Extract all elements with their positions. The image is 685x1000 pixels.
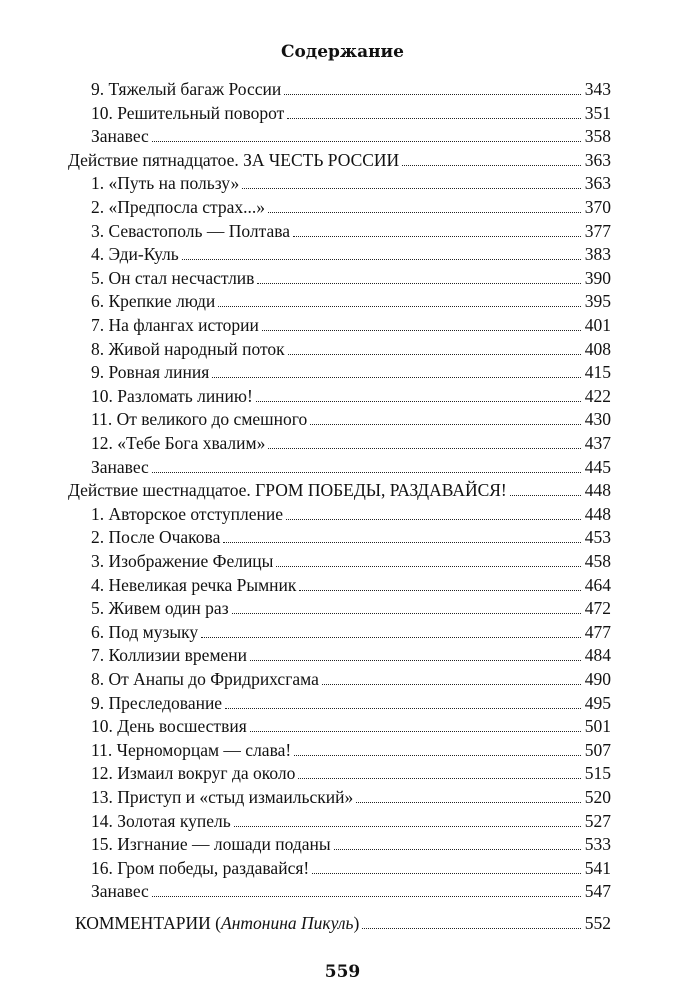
- toc-entry-commentary: [75, 910, 611, 934]
- commentary-label: КОММЕНТАРИИ (: [75, 913, 221, 933]
- toc-entry: [91, 336, 611, 360]
- dot-leader: [212, 377, 581, 378]
- toc-entry-page: 484: [584, 645, 611, 666]
- toc-entry-title: 9. Преследование: [91, 692, 223, 713]
- toc-entry: [91, 642, 611, 666]
- toc-entry: [91, 194, 611, 218]
- toc-entry: [91, 501, 611, 525]
- toc-entry-title: 5. Он стал несчастлив: [91, 267, 255, 288]
- toc-entry: [91, 524, 611, 548]
- dot-leader: [310, 424, 581, 425]
- toc-entry-title: 6. Под музыку: [91, 621, 199, 642]
- toc-entry-page: 370: [584, 197, 611, 217]
- toc-entry-title: Занавес: [91, 881, 149, 902]
- toc-entry-title: 8. От Анапы до Фридрихсгама: [91, 669, 319, 689]
- toc-entry-page: 358: [584, 126, 611, 147]
- toc-entry: [91, 430, 611, 454]
- toc-entry-page: 415: [584, 362, 611, 383]
- toc-entry-title: 12. Измаил вокруг да около: [91, 763, 296, 784]
- dot-leader: [152, 472, 581, 473]
- toc-entry: [91, 666, 611, 690]
- dot-leader: [262, 330, 581, 331]
- toc-entry-title: 7. На флангах истории: [91, 315, 259, 335]
- toc-entry-title: 9. Тяжелый багаж России: [91, 79, 282, 99]
- toc-entry-page: 458: [584, 551, 611, 571]
- toc-entry: [91, 218, 611, 242]
- toc-entry-title: 10. День восшествия: [91, 716, 247, 737]
- dot-leader: [225, 708, 581, 709]
- toc-entry-title: 15. Изгнание — лошади поданы: [91, 834, 331, 855]
- dot-leader: [242, 188, 581, 189]
- toc-entry: [91, 878, 611, 902]
- toc-entry-page: 448: [584, 480, 611, 501]
- toc-entry-page: 363: [584, 149, 611, 170]
- toc-entry-title: 9. Ровная линия: [91, 362, 210, 383]
- toc-entry-page: 547: [584, 881, 611, 902]
- toc-entry-page: 552: [584, 913, 611, 933]
- toc-entry-page: 477: [584, 621, 611, 642]
- toc-entry-title: 5. Живем один раз: [91, 598, 229, 619]
- toc-entry-page: 351: [584, 102, 611, 123]
- dot-leader: [232, 613, 581, 614]
- toc-entry: [91, 595, 611, 619]
- toc-entry-title: 7. Коллизии времени: [91, 645, 248, 666]
- dot-leader: [152, 896, 581, 897]
- toc-entry: [91, 288, 611, 312]
- toc-entry-page: 448: [584, 503, 611, 524]
- dot-leader: [268, 212, 581, 213]
- dot-leader: [286, 519, 581, 520]
- toc-entry-title: 6. Крепкие люди: [91, 291, 216, 312]
- dot-leader: [298, 778, 580, 779]
- toc-entry-title: 2. «Предпосла страх...»: [91, 197, 266, 217]
- toc-entry: [91, 406, 611, 430]
- toc-entry: [91, 713, 611, 737]
- toc-entry-title: 14. Золотая купель: [91, 810, 231, 831]
- dot-leader: [152, 141, 581, 142]
- toc-entry: [91, 737, 611, 761]
- toc-entry-page: 401: [584, 315, 611, 335]
- toc-entry: [91, 690, 611, 714]
- toc-entry-page: 430: [584, 409, 611, 430]
- toc-entry-page: 533: [584, 834, 611, 855]
- page-number: 559: [324, 962, 361, 982]
- toc-entry-title: 8. Живой народный поток: [91, 338, 285, 359]
- toc-entry-page: 507: [584, 739, 611, 760]
- dot-leader: [250, 731, 581, 732]
- toc-entry-title: 2. После Очакова: [91, 527, 221, 548]
- toc-entry: [91, 855, 611, 879]
- toc-entry-page: 472: [584, 598, 611, 619]
- toc-entry: [91, 359, 611, 383]
- dot-leader: [288, 354, 581, 355]
- toc-entry: [91, 170, 611, 194]
- toc-entry-title: 3. Севастополь — Полтава: [91, 220, 291, 241]
- toc-entry: [91, 454, 611, 478]
- toc-entry: [91, 619, 611, 643]
- toc-entry: [91, 548, 611, 572]
- dot-leader: [276, 566, 580, 567]
- dot-leader: [402, 165, 581, 166]
- commentary-author: Антонина Пикуль: [221, 913, 354, 933]
- toc-entry-title: Действие шестнадцатое. ГРОМ ПОБЕДЫ, РАЗДАВАЙСЯ!: [68, 480, 507, 501]
- toc-entry: [91, 784, 611, 808]
- dot-leader: [293, 236, 581, 237]
- toc-entry-title: 16. Гром победы, раздавайся!: [91, 857, 310, 878]
- dot-leader: [256, 401, 581, 402]
- page-title: Содержание: [281, 42, 404, 62]
- toc-entry: [91, 123, 611, 147]
- toc-entry: [91, 241, 611, 265]
- toc-entry-title: Занавес: [91, 456, 149, 477]
- toc-entry-page: 408: [584, 338, 611, 359]
- toc-entry-page: 437: [584, 433, 611, 453]
- toc-entry-title: 11. Черноморцам — слава!: [91, 739, 292, 760]
- commentary-close: ): [353, 913, 360, 933]
- dot-leader: [182, 259, 581, 260]
- toc-entry-title: 11. От великого до смешного: [91, 409, 308, 430]
- toc-entry-page: 520: [584, 787, 611, 807]
- toc-entry: [91, 383, 611, 407]
- toc-entry-page: 390: [584, 267, 611, 288]
- toc-entry-page: 515: [584, 763, 611, 784]
- toc-entry-page: 383: [584, 244, 611, 265]
- toc-entry: [91, 572, 611, 596]
- toc-entry: [91, 831, 611, 855]
- toc-entry-title: 13. Приступ и «стыд измаильский»: [91, 787, 354, 807]
- toc-entry: [91, 808, 611, 832]
- dot-leader: [322, 684, 581, 685]
- toc-entry-title: Занавес: [91, 126, 149, 147]
- toc-entry-title: 12. «Тебе Бога хвалим»: [91, 433, 266, 453]
- toc-entry: [91, 100, 611, 124]
- toc-entry-page: 495: [584, 692, 611, 713]
- toc-entry-page: 445: [584, 456, 611, 477]
- toc-entry: [91, 312, 611, 336]
- toc-entry-title: 1. «Путь на пользу»: [91, 173, 240, 194]
- dot-leader: [356, 802, 581, 803]
- dot-leader: [250, 660, 581, 661]
- dot-leader: [362, 928, 580, 929]
- dot-leader: [218, 306, 580, 307]
- toc-entry-page: 363: [584, 173, 611, 194]
- toc-entry-title: 4. Невеликая речка Рымник: [91, 574, 297, 595]
- dot-leader: [299, 590, 580, 591]
- toc-entry-page: 490: [584, 669, 611, 689]
- toc-entry: [91, 265, 611, 289]
- toc-entry-page: 464: [584, 574, 611, 595]
- dot-leader: [312, 873, 581, 874]
- dot-leader: [334, 849, 581, 850]
- dot-leader: [284, 94, 580, 95]
- dot-leader: [510, 495, 581, 496]
- toc-entry-page: 541: [584, 857, 611, 878]
- toc-entry: [91, 760, 611, 784]
- toc-entry: [91, 76, 611, 100]
- toc-entry-page: 453: [584, 527, 611, 548]
- toc-entry-title: 1. Авторское отступление: [91, 503, 284, 524]
- dot-leader: [257, 283, 580, 284]
- toc-entry-page: 422: [584, 385, 611, 406]
- toc-entry-title: 10. Решительный поворот: [91, 102, 285, 123]
- dot-leader: [287, 118, 580, 119]
- dot-leader: [234, 826, 581, 827]
- toc-entry-title: Действие пятнадцатое. ЗА ЧЕСТЬ РОССИИ: [68, 149, 400, 170]
- toc-section-entry: [68, 147, 611, 171]
- toc-entry-page: 343: [584, 79, 611, 99]
- toc-entry-page: 501: [584, 716, 611, 737]
- toc-entry-title: [75, 912, 359, 934]
- toc-entry-page: 377: [584, 220, 611, 241]
- toc-entry-page: 527: [584, 810, 611, 831]
- dot-leader: [268, 448, 580, 449]
- dot-leader: [223, 542, 580, 543]
- toc-section-entry: [68, 477, 611, 501]
- toc-entry-title: 10. Разломать линию!: [91, 385, 253, 406]
- toc-entry-page: 395: [584, 291, 611, 312]
- dot-leader: [201, 637, 581, 638]
- dot-leader: [294, 755, 581, 756]
- toc-entry-title: 3. Изображение Фелицы: [91, 551, 274, 571]
- toc-entry-title: 4. Эди-Куль: [91, 244, 179, 265]
